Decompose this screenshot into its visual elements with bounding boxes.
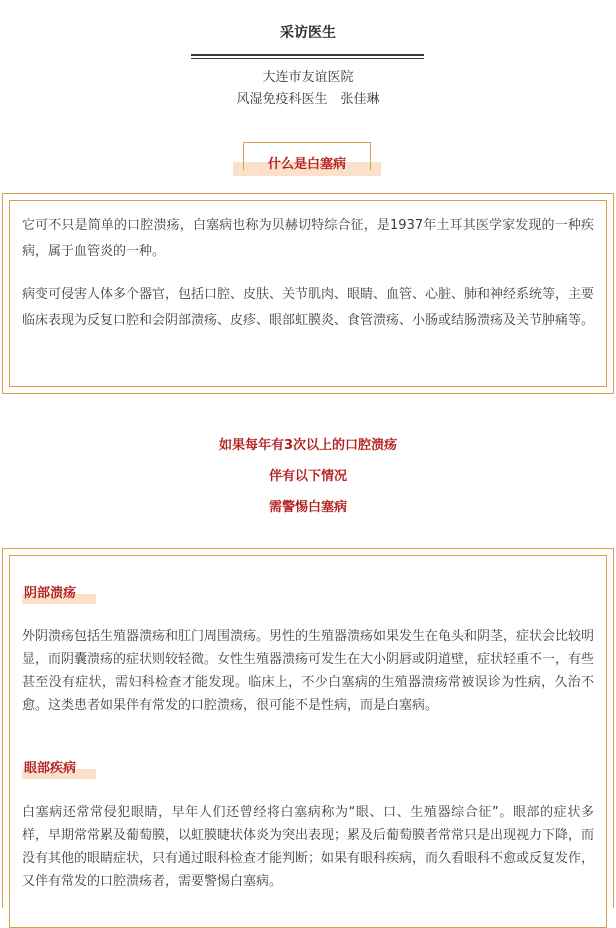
symptom-text-eye: 白塞病还常常侵犯眼睛，早年人们还曾经将白塞病称为“眼、口、生殖器综合征”。眼部的症状多样，早期常常累及葡萄膜，以虹膜睫状体炎为突出表现；累及后葡萄膜者常常只是出现视力下降，而没有其他的眼睛症状，只有通过眼科检查才能判断；如果有眼科疾病，而久看眼科不愈或反复发作，又伴有常发的口腔溃疡者，需要警惕白塞病。 xyxy=(22,805,595,889)
warning-line-2: 伴有以下情况 xyxy=(268,469,347,484)
section-tag-label: 什么是白塞病 xyxy=(267,157,346,172)
symptom-heading-label: 眼部疾病 xyxy=(24,761,77,776)
symptom-heading-label: 阴部溃疡 xyxy=(24,586,77,601)
symptom-text-genital: 外阴溃疡包括生殖器溃疡和肛门周围溃疡。男性的生殖器溃疡如果发生在龟头和阴茎，症状会比较明显，而阴囊溃疡的症状则较轻微。女性生殖器溃疡可发生在大小阴唇或阴道壁，症状轻重不一，有些甚至没有症状，需妇科检查才能发现。临床上，不少白塞病的生殖器溃疡常被误诊为性病，久治不愈。这类患者如果伴有常发的口腔溃疡，很可能不是性病，而是白塞病。 xyxy=(22,629,595,713)
interview-title: 采访医生 xyxy=(280,25,336,41)
warning-line-1: 如果每年有3次以上的口腔溃疡 xyxy=(218,438,398,453)
warning-line-3: 需警惕白塞病 xyxy=(268,500,347,515)
title-divider-thin xyxy=(191,58,424,59)
definition-paragraph-2: 病变可侵害人体多个器官，包括口腔、皮肤、关节肌肉、眼睛、血管、心脏、肺和神经系统等，主要临床表现为反复口腔和会阴部溃疡、皮疹、眼部虹膜炎、食管溃疡、小肠或结肠溃疡及关节肿痛等。 xyxy=(22,287,595,328)
title-divider-thick xyxy=(191,54,424,56)
hospital-name: 大连市友谊医院 xyxy=(262,70,354,85)
definition-paragraph-1: 它可不只是简单的口腔溃疡，白塞病也称为贝赫切特综合征，是1937年土耳其医学家发现的一种疾病，属于血管炎的一种。 xyxy=(22,218,594,259)
section-tag xyxy=(233,142,381,176)
doctor-name: 风湿免疫科医生 张佳琳 xyxy=(236,92,380,107)
